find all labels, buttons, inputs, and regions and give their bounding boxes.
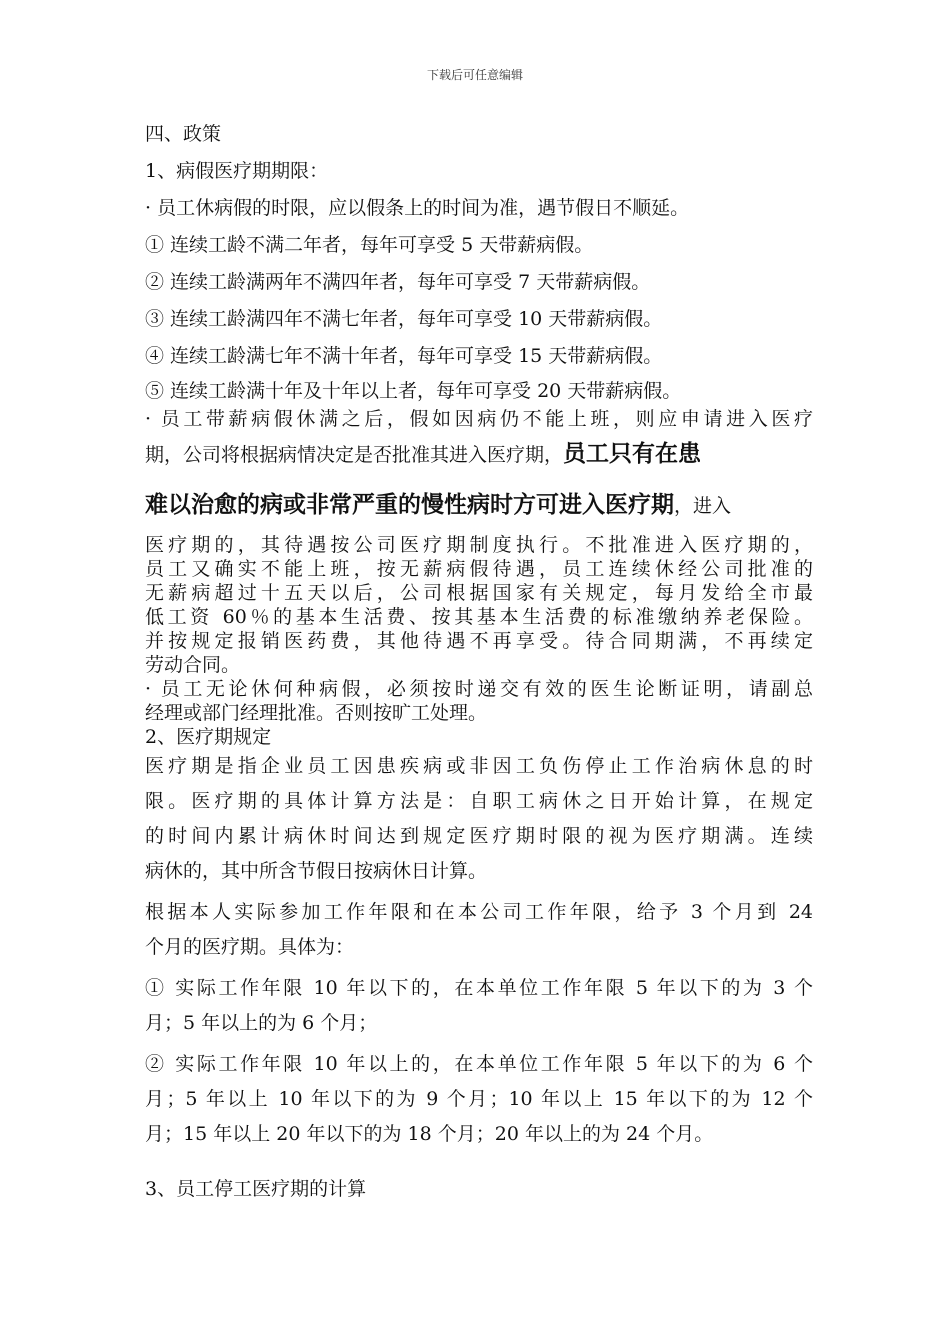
- paragraph-line: 病休的，其中所含节假日按病休日计算。: [145, 860, 488, 882]
- paragraph-line: · 员工无论休何种病假，必须按时递交有效的医生论断证明，请副总: [145, 678, 813, 700]
- list-item-2: ② 连续工龄满两年不满四年者，每年可享受 7 天带薪病假。: [145, 271, 651, 293]
- list-item-3: ③ 连续工龄满四年不满七年者，每年可享受 10 天带薪病假。: [145, 308, 663, 330]
- paragraph-line: 经理或部门经理批准。否则按旷工处理。: [145, 702, 488, 724]
- list-item-1: ① 连续工龄不满二年者，每年可享受 5 天带薪病假。: [145, 234, 594, 256]
- paragraph-line: 的时间内累计病休时间达到规定医疗期时限的视为医疗期满。连续: [145, 825, 813, 847]
- condition-item-2-cont: 月；5 年以上 10 年以下的为 9 个月；10 年以上 15 年以下的为 12 个: [145, 1088, 813, 1110]
- subsection-title-sick-leave-period: 1、病假医疗期期限：: [145, 160, 329, 182]
- list-item-5: ⑤ 连续工龄满十年及十年以上者，每年可享受 20 天带薪病假。: [145, 380, 682, 402]
- text-run: ，进入: [674, 495, 732, 517]
- section-title-policy: 四、政策: [145, 123, 222, 145]
- paragraph-line-with-emphasis: [145, 478, 813, 533]
- paragraph-line: 限。医疗期的具体计算方法是：自职工病休之日开始计算，在规定: [145, 790, 813, 812]
- paragraph-line: · 员工带薪病假休满之后，假如因病仍不能上班，则应申请进入医疗: [145, 408, 813, 430]
- condition-item-2-cont: 月；15 年以上 20 年以下的为 18 个月；20 年以上的为 24 个月。: [145, 1123, 714, 1145]
- text-run: 期，公司将根据病情决定是否批准其进入医疗期，: [145, 444, 564, 466]
- bullet-sick-leave-duration: · 员工休病假的时限，应以假条上的时间为准，遇节假日不顺延。: [145, 197, 690, 219]
- condition-item-1-cont: 月；5 年以上的为 6 个月；: [145, 1012, 378, 1034]
- paragraph-line: 低工资 60％的基本生活费、按其基本生活费的标准缴纳养老保险。: [145, 606, 813, 628]
- paragraph-line: 劳动合同。: [145, 654, 241, 676]
- paragraph-line: 个月的医疗期。具体为：: [145, 936, 355, 958]
- paragraph-line: 无薪病超过十五天以后，公司根据国家有关规定，每月发给全市最: [145, 582, 813, 604]
- page-header-note: 下载后可任意编辑: [426, 68, 523, 82]
- condition-item-1: ① 实际工作年限 10 年以下的，在本单位工作年限 5 年以下的为 3 个: [145, 977, 813, 999]
- paragraph-line: 医疗期是指企业员工因患疾病或非因工负伤停止工作治病休息的时: [145, 755, 813, 777]
- bold-emphasis: 员工只有在患: [563, 440, 702, 467]
- paragraph-line: 根据本人实际参加工作年限和在本公司工作年限，给予 3 个月到 24: [145, 901, 813, 923]
- subsection-title-medical-period: 2、医疗期规定: [145, 726, 272, 748]
- paragraph-line: 员工又确实不能上班，按无薪病假待遇，员工连续休经公司批准的: [145, 558, 813, 580]
- document-body: [145, 116, 813, 1207]
- condition-item-2: ② 实际工作年限 10 年以上的，在本单位工作年限 5 年以下的为 6 个: [145, 1053, 813, 1075]
- paragraph-line-with-emphasis: [145, 431, 813, 478]
- list-item-4: ④ 连续工龄满七年不满十年者，每年可享受 15 天带薪病假。: [145, 345, 663, 367]
- subsection-title-stoppage-period: 3、员工停工医疗期的计算: [145, 1178, 367, 1200]
- bold-emphasis: 难以治愈的病或非常严重的慢性病时方可进入医疗期: [145, 491, 674, 518]
- paragraph-line: 医疗期的，其待遇按公司医疗期制度执行。不批准进入医疗期的，: [145, 534, 813, 556]
- paragraph-line: 并按规定报销医药费，其他待遇不再享受。待合同期满，不再续定: [145, 630, 813, 652]
